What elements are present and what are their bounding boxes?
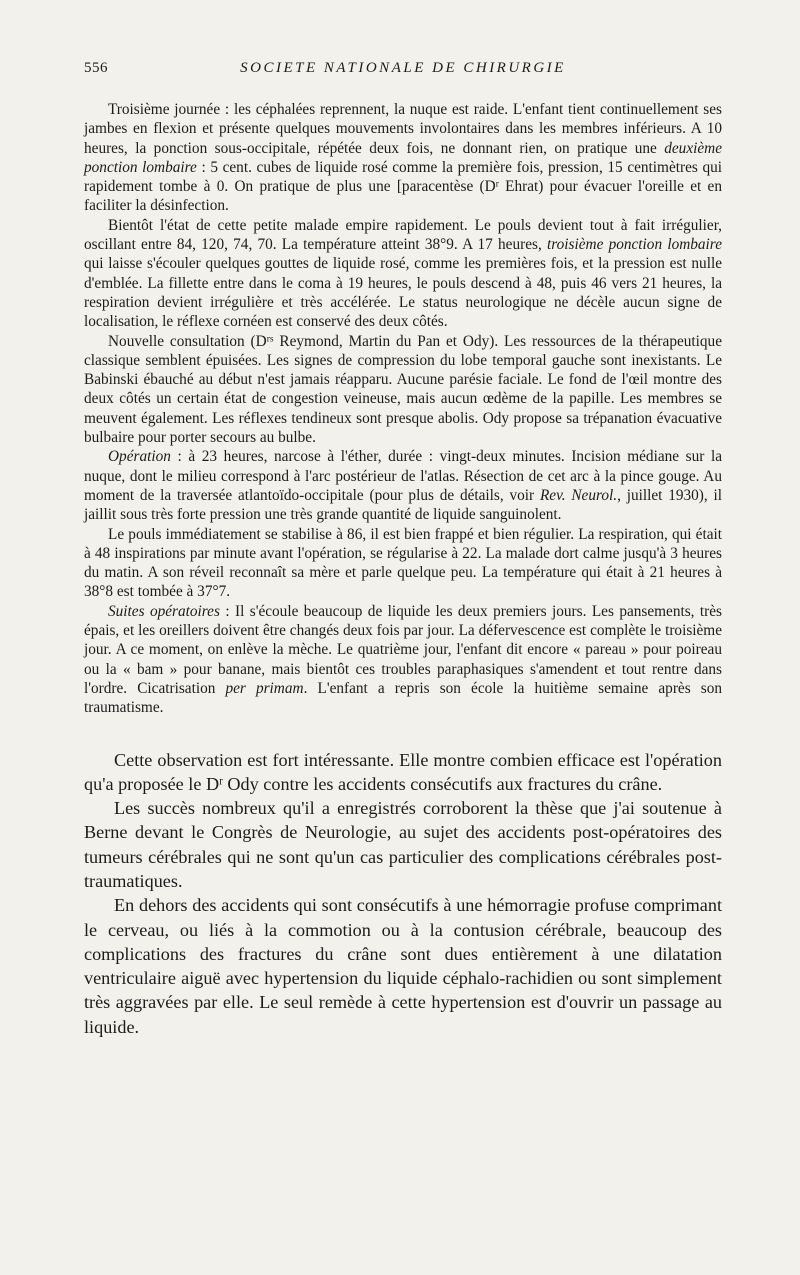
case-paragraph-postoperative: Suites opératoires : Il s'écoule beaucoup de liquide les deux premiers jours. Les pansements, très épais, et les oreillers doivent être changés deux fois par jour. La défervescence est complète le troisième jour. A ce moment, on enlève la mèche. Le quatrième jour, l'enfant dit encore « pareau » pour poireau ou la « bam » pour banane, mais bientôt ces troubles paraphasiques s'amendent et tout rentre dans l'ordre. Cicatrisation per primam. L'enfant a repris son école la huitième semaine après son traumatisme. <box>84 602 723 717</box>
case-paragraph-consultation: Nouvelle consultation ($D^{rs}$ Reymond, Martin du Pan et Ody). Les ressources de la thérapeutique classique semblent épuisées. Les signes de compression du lobe temporal gauche sont inexistants. Le Babinski ébauché au début n'est jamais réapparu. Aucune parésie faciale. Le fond de l'œil montre des deux côtés un certain état de congestion veineuse, mais aucun œdème de la papille. Les membres se meuvent également. Les réflexes tendineux sont presque abolis. Ody propose sa trépanation évacuative bulbaire pour porter secours au bulbe. <box>84 332 722 447</box>
commentary-paragraph-3: En dehors des accidents qui sont consécutifs à une hémorragie profuse comprimant le cerveau, ou liés à la commotion ou à la contusion cérébrale, beaucoup des complications des fractures du crâne sont dues entièrement à une dilatation ventriculaire aiguë avec hypertension du liquide céphalo-rachidien ou sont simplement très aggravées par elle. Le seul remède à cette hypertension est d'ouvrir un passage au liquide. <box>84 895 722 1037</box>
case-paragraph-worsening: Bientôt l'état de cette petite malade empire rapidement. Le pouls devient tout à fait irrégulier, oscillant entre 84, 120, 74, 70. La température atteint 38°9. A 17 heures, troisième ponction lombaire qui laisse s'écouler quelques gouttes de liquide rosé, comme les premières fois, et la pression est nulle d'emblée. La fillette entre dans le coma à 19 heures, le pouls descend à 48, puis 46 vers 21 heures, la respiration devient irrégulière et très accélérée. Le status neurologique ne décèle aucun signe de localisation, le réflexe cornéen est conservé des deux côtés. <box>84 216 722 331</box>
case-paragraph-operation: Opération : à 23 heures, narcose à l'éther, durée : vingt-deux minutes. Incision médiane sur la nuque, dont le milieu correspond à l'arc postérieur de l'atlas. Résection de cet arc à la pince gouge. Au moment de la traversée atlantoïdo-occipitale (pour plus de détails, voir Rev. Neurol., juillet 1930), il jaillit sous très forte pression une très grande quantité de liquide sanguinolent. <box>84 448 722 524</box>
commentary-paragraph-1: Cette observation est fort intéressante. Elle montre combien efficace est l'opération qu'a proposée le $D^r$ Ody contre les accidents consécutifs aux fractures du crâne. <box>84 749 722 794</box>
running-head <box>84 60 722 86</box>
commentary-paragraph-2: Les succès nombreux qu'il a enregistrés corroborent la thèse que j'ai soutenue à Berne devant le Congrès de Neurologie, au sujet des accidents post-opératoires des tumeurs cérébrales qui ne sont qu'un cas particulier des complications cérébrales post-traumatiques. <box>84 798 722 891</box>
case-paragraph-stabilization: Le pouls immédiatement se stabilise à 86, il est bien frappé et bien régulier. La respiration, qui était à 48 inspirations par minute avant l'opération, se régularise à 22. La malade dort calme jusqu'à 3 heures du matin. A son réveil reconnaît sa mère et parle quelque peu. La température qui était à 21 heures à 38°8 est tombée à 37°7. <box>84 525 722 601</box>
case-paragraph-day-three: Troisième journée : les céphalées reprennent, la nuque est raide. L'enfant tient continuellement ses jambes en flexion et présente quelques mouvements involontaires dans les membres inférieurs. A 10 heures, la ponction sous-occipitale, répétée deux fois, ne donnant rien, on pratique une deuxième ponction lombaire : 5 cent. cubes de liquide rosé comme la première fois, pression, 15 centimètres qui rapidement tombe à 0. On pratique de plus une [paracentèse ($D^r$ Ehrat) pour évacuer l'oreille et en faciliter la désinfection. <box>84 101 722 215</box>
journal-title: SOCIETE NATIONALE DE CHIRURGIE <box>240 60 566 76</box>
page-number: 556 <box>84 60 108 76</box>
commentary <box>84 748 722 1040</box>
case-report <box>84 100 722 718</box>
